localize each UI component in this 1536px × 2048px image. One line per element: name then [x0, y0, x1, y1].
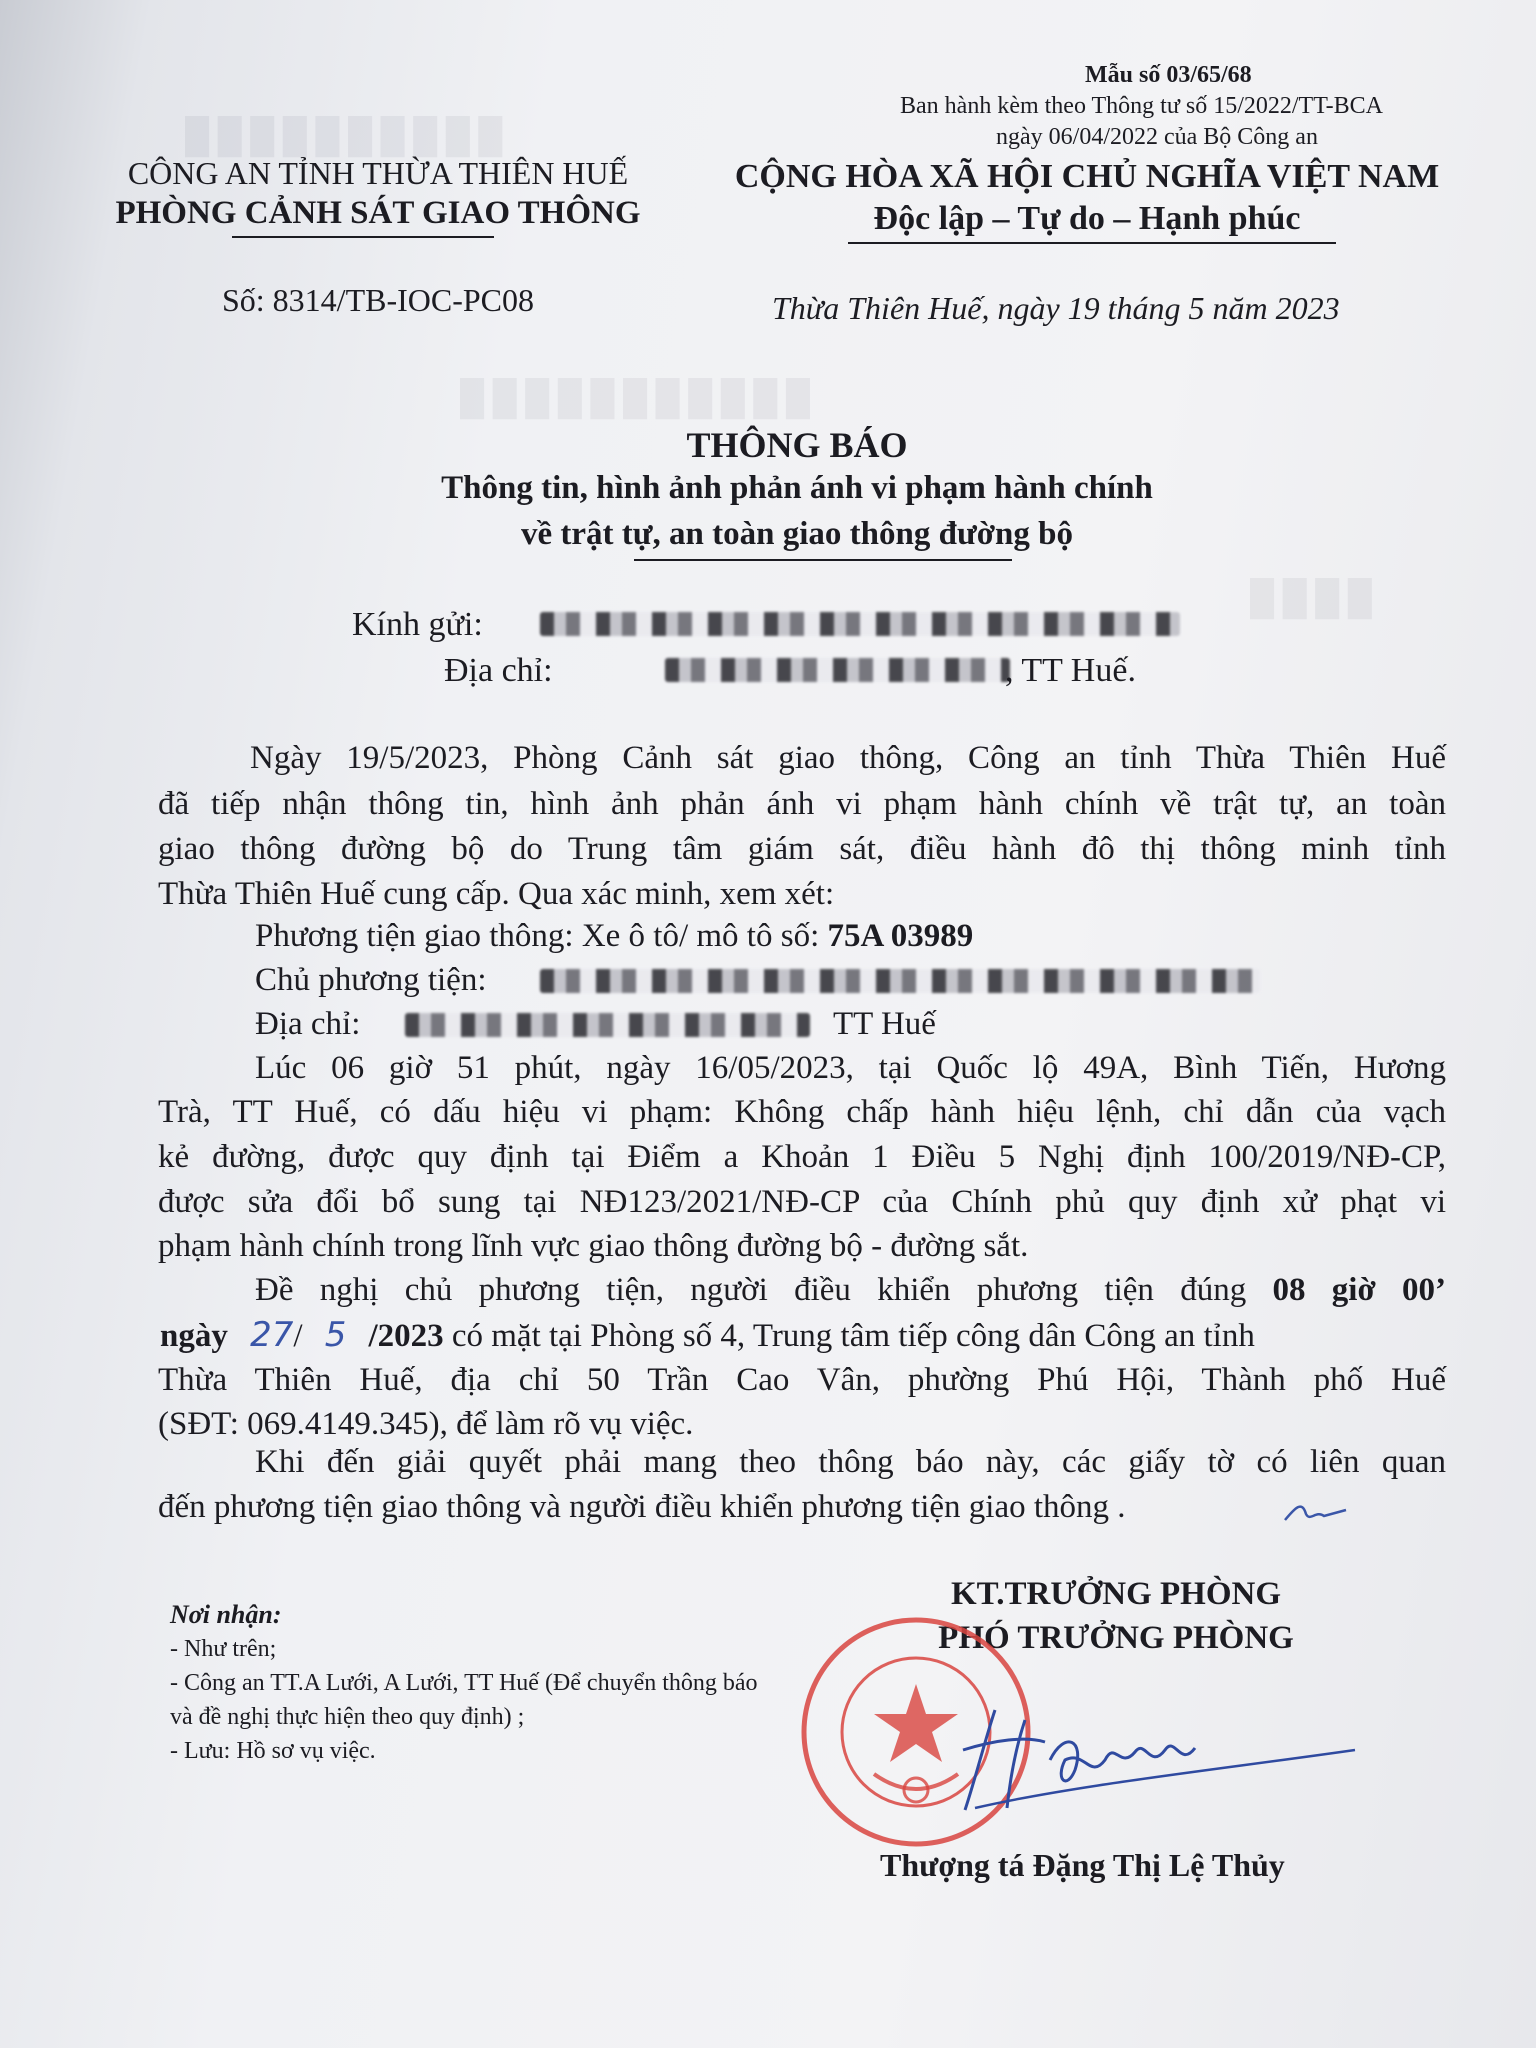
signer-name: Thượng tá Đặng Thị Lệ Thủy — [880, 1847, 1285, 1883]
form-number: Mẫu số 03/65/68 — [1085, 62, 1252, 88]
country-name: CỘNG HÒA XÃ HỘI CHỦ NGHĨA VIỆT NAM — [734, 158, 1440, 195]
redacted-recipient-name — [540, 612, 1180, 636]
handwritten-day: 27 — [250, 1315, 294, 1355]
recipients-list — [170, 1598, 770, 1768]
body-p2-line4: được sửa đổi bổ sung tại NĐ123/2021/NĐ-CP của Chính phủ quy định xử phạt vi — [158, 1184, 1446, 1220]
form-issued-line1: Ban hành kèm theo Thông tư số 15/2022/TT-BCA — [900, 93, 1383, 119]
recipients-item: - Công an TT.A Lưới, A Lưới, TT Huế (Để chuyển thông báo và đề nghị thực hiện theo quy định) ; — [170, 1670, 758, 1730]
body-p3-line3: Thừa Thiên Huế, địa chỉ 50 Trần Cao Vân, phường Phú Hội, Thành phố Huế — [158, 1362, 1446, 1398]
place-date: Thừa Thiên Huế, ngày 19 tháng 5 năm 2023 — [772, 290, 1340, 326]
body-p2-line2: Trà, TT Huế, có dấu hiệu vi phạm: Không chấp hành hiệu lệnh, chỉ dẫn của vạch — [158, 1094, 1446, 1130]
redacted-owner-name — [540, 969, 1260, 993]
recipients-item: - Như trên; — [170, 1636, 277, 1662]
body-p2-line1: Lúc 06 giờ 51 phút, ngày 16/05/2023, tại Quốc lộ 49A, Bình Tiến, Hương — [255, 1050, 1446, 1086]
owner-address-label: Địa chỉ: — [255, 1006, 361, 1042]
body-p2-line3: kẻ đường, được quy định tại Điểm a Khoản 1 Điều 5 Nghị định 100/2019/NĐ-CP, — [158, 1139, 1446, 1175]
bleed-through-text: █ █ █ █ █ █ █ █ █ █ █ — [460, 380, 810, 417]
body-p3-line2: ngày 27/ 5 /2023 có mặt tại Phòng số 4, Trung tâm tiếp công dân Công an tỉnh — [160, 1315, 1255, 1355]
body-p3-line4: (SĐT: 069.4149.345), để làm rõ vụ việc. — [158, 1406, 694, 1442]
notice-subtitle-2: về trật tự, an toàn giao thông đường bộ — [520, 516, 1074, 552]
redacted-owner-address — [405, 1013, 810, 1037]
bleed-through-text: █ █ █ █ █ █ █ █ █ █ — [185, 118, 503, 155]
handwritten-signature — [955, 1690, 1375, 1820]
body-p4-line2: đến phương tiện giao thông và người điều khiển phương tiện giao thông . — [158, 1489, 1126, 1525]
body-p3-line1: Đề nghị chủ phương tiện, người điều khiển phương tiện đúng 08 giờ 00’ — [255, 1272, 1446, 1308]
redacted-recipient-address — [665, 658, 1010, 682]
license-plate: 75A 03989 — [827, 918, 974, 954]
notice-subtitle-1: Thông tin, hình ảnh phản ánh vi phạm hành chính — [441, 470, 1153, 506]
document-number: Số: 8314/TB-IOC-PC08 — [221, 282, 535, 318]
title-underline — [634, 559, 1012, 561]
vehicle-label: Phương tiện giao thông: Xe ô tô/ mô tô số: — [255, 918, 828, 954]
recipients-item: - Lưu: Hồ sơ vụ việc. — [170, 1738, 376, 1764]
body-p1-line1: Ngày 19/5/2023, Phòng Cảnh sát giao thông, Công an tỉnh Thừa Thiên Huế — [250, 740, 1446, 776]
department-underline — [232, 236, 494, 238]
signer-role-2: PHÓ TRƯỞNG PHÒNG — [938, 1620, 1294, 1656]
body-p1-line2: đã tiếp nhận thông tin, hình ảnh phản ánh vi phạm hành chính về trật tự, an toàn — [158, 786, 1446, 822]
body-p1-line3: giao thông đường bộ do Trung tâm giám sát, điều hành đô thị thông minh tỉnh — [158, 831, 1446, 867]
owner-label: Chủ phương tiện: — [255, 962, 487, 998]
national-motto: Độc lập – Tự do – Hạnh phúc — [873, 200, 1301, 237]
department-name: PHÒNG CẢNH SÁT GIAO THÔNG — [115, 195, 641, 231]
recipient-address-city: , TT Huế. — [1005, 652, 1136, 689]
motto-underline — [848, 242, 1336, 244]
recipient-label: Kính gửi: — [352, 606, 483, 643]
owner-address-city: TT Huế — [833, 1006, 936, 1042]
recipient-address-label: Địa chỉ: — [444, 652, 553, 689]
handwritten-tick-mark — [1280, 1490, 1350, 1530]
signer-role-1: KT.TRƯỞNG PHÒNG — [951, 1576, 1281, 1612]
agency-name: CÔNG AN TỈNH THỪA THIÊN HUẾ — [127, 155, 629, 191]
handwritten-month: 5 — [324, 1315, 347, 1355]
vehicle-info — [255, 914, 973, 958]
body-p2-line5: phạm hành chính trong lĩnh vực giao thông đường bộ - đường sắt. — [158, 1228, 1029, 1264]
recipients-title: Nơi nhận: — [170, 1600, 282, 1629]
body-p4-line1: Khi đến giải quyết phải mang theo thông báo này, các giấy tờ có liên quan — [255, 1444, 1446, 1480]
body-p1-line4: Thừa Thiên Huế cung cấp. Qua xác minh, xem xét: — [158, 876, 835, 912]
form-issued-line2: ngày 06/04/2022 của Bộ Công an — [996, 124, 1318, 150]
bleed-through-text: █ █ █ █ — [1250, 580, 1372, 617]
notice-title: THÔNG BÁO — [686, 425, 908, 465]
